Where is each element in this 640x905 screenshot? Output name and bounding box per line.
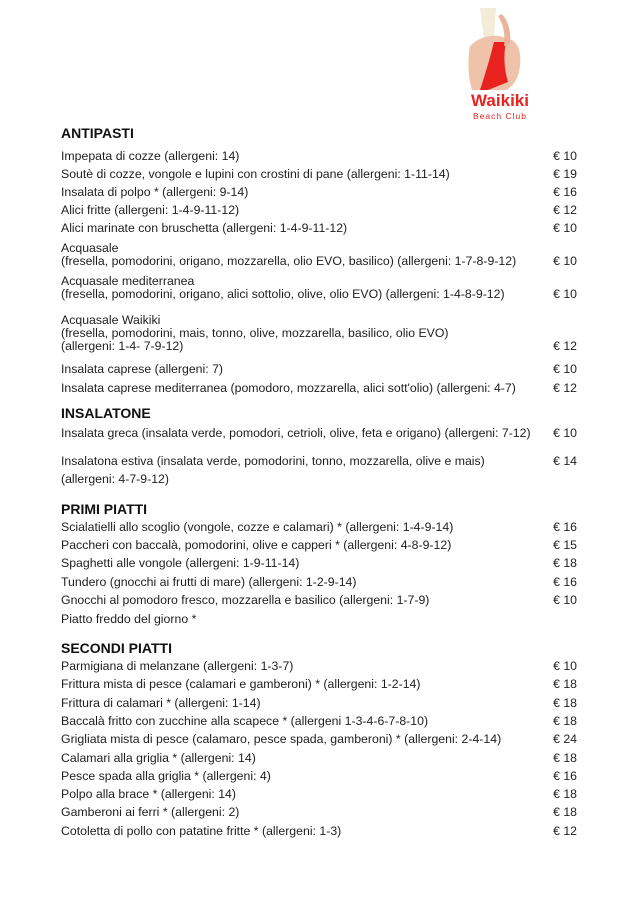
menu-item-price: € 18	[553, 751, 577, 765]
menu-item-price: € 15	[553, 538, 577, 552]
menu-item-price: € 16	[553, 520, 577, 534]
menu-item-name: Frittura di calamari * (allergeni: 1-14)	[61, 696, 261, 710]
menu-item-name: Tundero (gnocchi ai frutti di mare) (allergeni: 1-2-9-14)	[61, 575, 357, 589]
menu-item-name: Polpo alla brace * (allergeni: 14)	[61, 787, 236, 801]
menu-item-name: Gamberoni ai ferri * (allergeni: 2)	[61, 805, 240, 819]
menu-item-price: € 10	[553, 659, 577, 673]
menu-item-name: Insalata caprese mediterranea (pomodoro, mozzarella, alici sott'olio) (allergeni: 4-7)	[61, 381, 516, 395]
section-heading: ANTIPASTI	[61, 125, 134, 141]
menu-item-price: € 16	[553, 769, 577, 783]
menu-item-price: € 16	[553, 575, 577, 589]
menu-item-price: € 10	[553, 287, 577, 301]
menu-item-detail: (allergeni: 4-7-9-12)	[61, 472, 169, 486]
menu-item-name: Pesce spada alla griglia * (allergeni: 4)	[61, 769, 271, 783]
menu-item-price: € 18	[553, 714, 577, 728]
menu-item-name: Acquasale	[61, 241, 119, 255]
menu-item-name: Baccalà fritto con zucchine alla scapece * (allergeni 1-3-4-6-7-8-10)	[61, 714, 429, 728]
menu-item-detail: (fresella, pomodorini, origano, alici sottolio, olive, olio EVO) (allergeni: 1-4-8-9-12)	[61, 287, 505, 301]
menu-item-name: Insalata greca (insalata verde, pomodori, cetrioli, olive, feta e origano) (allergeni: 7-12)	[61, 426, 531, 440]
menu-item-name: Insalata di polpo * (allergeni: 9-14)	[61, 185, 249, 199]
menu-item-name: Insalata caprese (allergeni: 7)	[61, 362, 223, 376]
section-heading: INSALATONE	[61, 405, 151, 421]
section-heading: PRIMI PIATTI	[61, 501, 148, 517]
menu-item-price: € 18	[553, 805, 577, 819]
menu-item-price: € 10	[553, 149, 577, 163]
menu-item-detail: (fresella, pomodorini, origano, mozzarella, olio EVO, basilico) (allergeni: 1-7-8-9-12)	[61, 254, 517, 268]
menu-item-price: € 18	[553, 677, 577, 691]
menu-item-name: Impepata di cozze (allergeni: 14)	[61, 149, 240, 163]
menu-item-detail: (allergeni: 1-4- 7-9-12)	[61, 339, 184, 353]
menu-item-price: € 24	[553, 732, 577, 746]
logo-tagline: Beach Club	[473, 111, 527, 121]
menu-item-name: Gnocchi al pomodoro fresco, mozzarella e basilico (allergeni: 1-7-9)	[61, 593, 430, 607]
menu-item-name: Paccheri con baccalà, pomodorini, olive e capperi * (allergeni: 4-8-9-12)	[61, 538, 452, 552]
logo-name: Waikiki	[471, 91, 529, 110]
menu-item-name: Frittura mista di pesce (calamari e gamberoni) * (allergeni: 1-2-14)	[61, 677, 421, 691]
menu-item-name: Cotoletta di pollo con patatine fritte * (allergeni: 1-3)	[61, 824, 342, 838]
section-heading: SECONDI PIATTI	[61, 640, 172, 656]
menu-item-name: Acquasale mediterranea	[61, 274, 195, 288]
menu-item-price: € 12	[553, 203, 577, 217]
menu-item-name: Insalatona estiva (insalata verde, pomodorini, tonno, mozzarella, olive e mais)	[61, 454, 485, 468]
menu-item-price: € 19	[553, 167, 577, 181]
menu-item-price: € 12	[553, 824, 577, 838]
menu-item-price: € 18	[553, 696, 577, 710]
menu-item-name: Parmigiana di melanzane (allergeni: 1-3-7)	[61, 659, 294, 673]
menu-item-name: Spaghetti alle vongole (allergeni: 1-9-11-14)	[61, 556, 300, 570]
menu-item-price: € 10	[553, 221, 577, 235]
menu-item-price: € 18	[553, 787, 577, 801]
menu-item-name: Scialatielli allo scoglio (vongole, cozze e calamari) * (allergeni: 1-4-9-14)	[61, 520, 454, 534]
menu-item-name: Alici fritte (allergeni: 1-4-9-11-12)	[61, 203, 240, 217]
menu-item-name: Acquasale Waikiki	[61, 313, 161, 327]
menu-item-price: € 10	[553, 593, 577, 607]
menu-item-price: € 18	[553, 556, 577, 570]
menu-item-name: Grigliata mista di pesce (calamaro, pesce spada, gamberoni) * (allergeni: 2-4-14)	[61, 732, 502, 746]
menu-item-price: € 12	[553, 339, 577, 353]
menu-item-name: Piatto freddo del giorno *	[61, 612, 197, 626]
menu-item-price: € 16	[553, 185, 577, 199]
menu-item-name: Soutè di cozze, vongole e lupini con crostini di pane (allergeni: 1-11-14)	[61, 167, 450, 181]
menu-item-detail: (fresella, pomodorini, mais, tonno, olive, mozzarella, basilico, olio EVO)	[61, 326, 449, 340]
menu-item-price: € 14	[553, 454, 577, 468]
menu-item-name: Alici marinate con bruschetta (allergeni: 1-4-9-11-12)	[61, 221, 348, 235]
menu-item-price: € 10	[553, 362, 577, 376]
menu-item-name: Calamari alla griglia * (allergeni: 14)	[61, 751, 256, 765]
menu-item-price: € 10	[553, 426, 577, 440]
menu-item-price: € 12	[553, 381, 577, 395]
waikiki-logo	[462, 6, 538, 124]
menu-item-price: € 10	[553, 254, 577, 268]
